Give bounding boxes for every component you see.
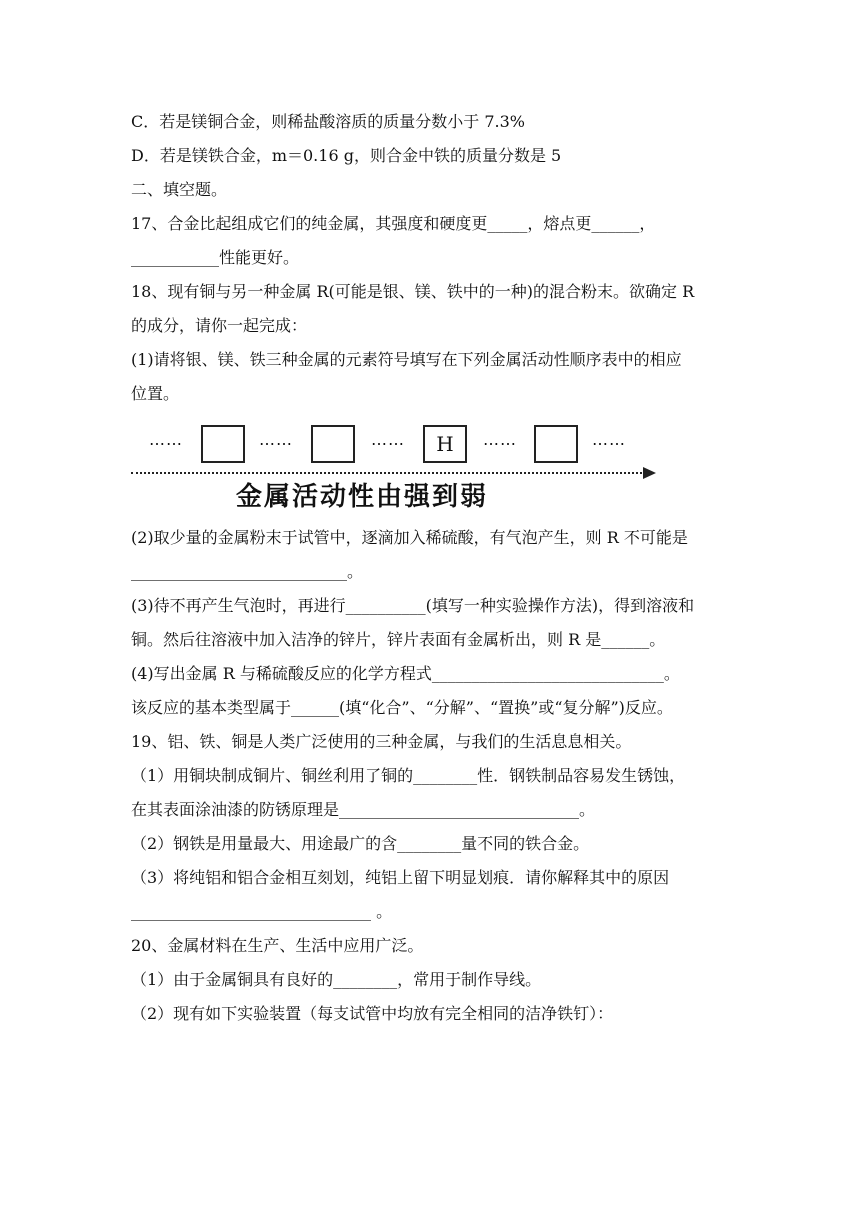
activity-series-diagram (131, 420, 671, 520)
hydrogen-box: H (423, 425, 467, 463)
question-19-part-2: （2）钢铁是用量最大、用途最广的含________量不同的铁合金。 (131, 834, 590, 853)
blank-box-3 (534, 425, 578, 463)
question-18-part-2-line-2: ___________________________。 (131, 562, 364, 581)
dotted-arrow-line (131, 472, 646, 474)
arrow-head-icon (643, 467, 656, 479)
dots: …… (371, 430, 405, 449)
section-heading: 二、填空题。 (131, 180, 228, 199)
question-19-part-3-line-2: ______________________________ 。 (131, 902, 393, 921)
question-18-part-3-line-1: (3)待不再产生气泡时，再进行__________(填写一种实验操作方法)，得到溶液和 (131, 596, 695, 615)
question-18-line-2: 的成分，请你一起完成： (131, 316, 308, 335)
question-18-part-2-line-1: (2)取少量的金属粉末于试管中，逐滴加入稀硫酸，有气泡产生，则 R 不可能是 (131, 528, 688, 547)
question-17-line-1: 17、合金比起组成它们的纯金属，其强度和硬度更_____，熔点更______， (131, 214, 656, 233)
option-d: D．若是镁铁合金，m＝0.16 g，则合金中铁的质量分数是 5 (131, 146, 562, 165)
question-20-line-1: 20、金属材料在生产、生活中应用广泛。 (131, 936, 424, 955)
diagram-caption: 金属活动性由强到弱 (236, 482, 489, 512)
question-20-part-1: （1）由于金属铜具有良好的________，常用于制作导线。 (131, 970, 542, 989)
question-18-part-1-line-2: 位置。 (131, 384, 180, 403)
dots: …… (149, 430, 183, 449)
question-18-part-3-line-2: 铜。然后往溶液中加入洁净的锌片，锌片表面有金属析出，则 R 是______。 (131, 630, 666, 649)
question-17-line-2: ___________性能更好。 (131, 248, 300, 267)
blank-box-1 (201, 425, 245, 463)
question-20-part-2: （2）现有如下实验装置（每支试管中均放有完全相同的洁净铁钉）： (131, 1004, 614, 1023)
question-19-part-1-line-1: （1）用铜块制成铜片、铜丝利用了铜的________性．钢铁制品容易发生锈蚀， (131, 766, 686, 785)
question-19-part-3-line-1: （3）将纯铝和铝合金相互刻划，纯铝上留下明显划痕．请你解释其中的原因 (131, 868, 670, 887)
dots: …… (592, 430, 626, 449)
dots: …… (259, 430, 293, 449)
question-18-part-4-line-2: 该反应的基本类型属于______(填“化合”、“分解”、“置换”或“复分解”)反应。 (131, 698, 673, 717)
option-c: C．若是镁铜合金，则稀盐酸溶质的质量分数小于 7.3% (131, 112, 525, 131)
question-19-line-1: 19、铝、铁、铜是人类广泛使用的三种金属，与我们的生活息息相关。 (131, 732, 632, 751)
question-19-part-1-line-2: 在其表面涂油漆的防锈原理是______________________________。 (131, 800, 596, 819)
question-18-part-4-line-1: (4)写出金属 R 与稀硫酸反应的化学方程式_____________________________。 (131, 664, 680, 683)
question-18-part-1-line-1: (1)请将银、镁、铁三种金属的元素符号填写在下列金属活动性顺序表中的相应 (131, 350, 682, 369)
dots: …… (483, 430, 517, 449)
blank-box-2 (311, 425, 355, 463)
question-18-line-1: 18、现有铜与另一种金属 R(可能是银、镁、铁中的一种)的混合粉末。欲确定 R (131, 282, 695, 301)
